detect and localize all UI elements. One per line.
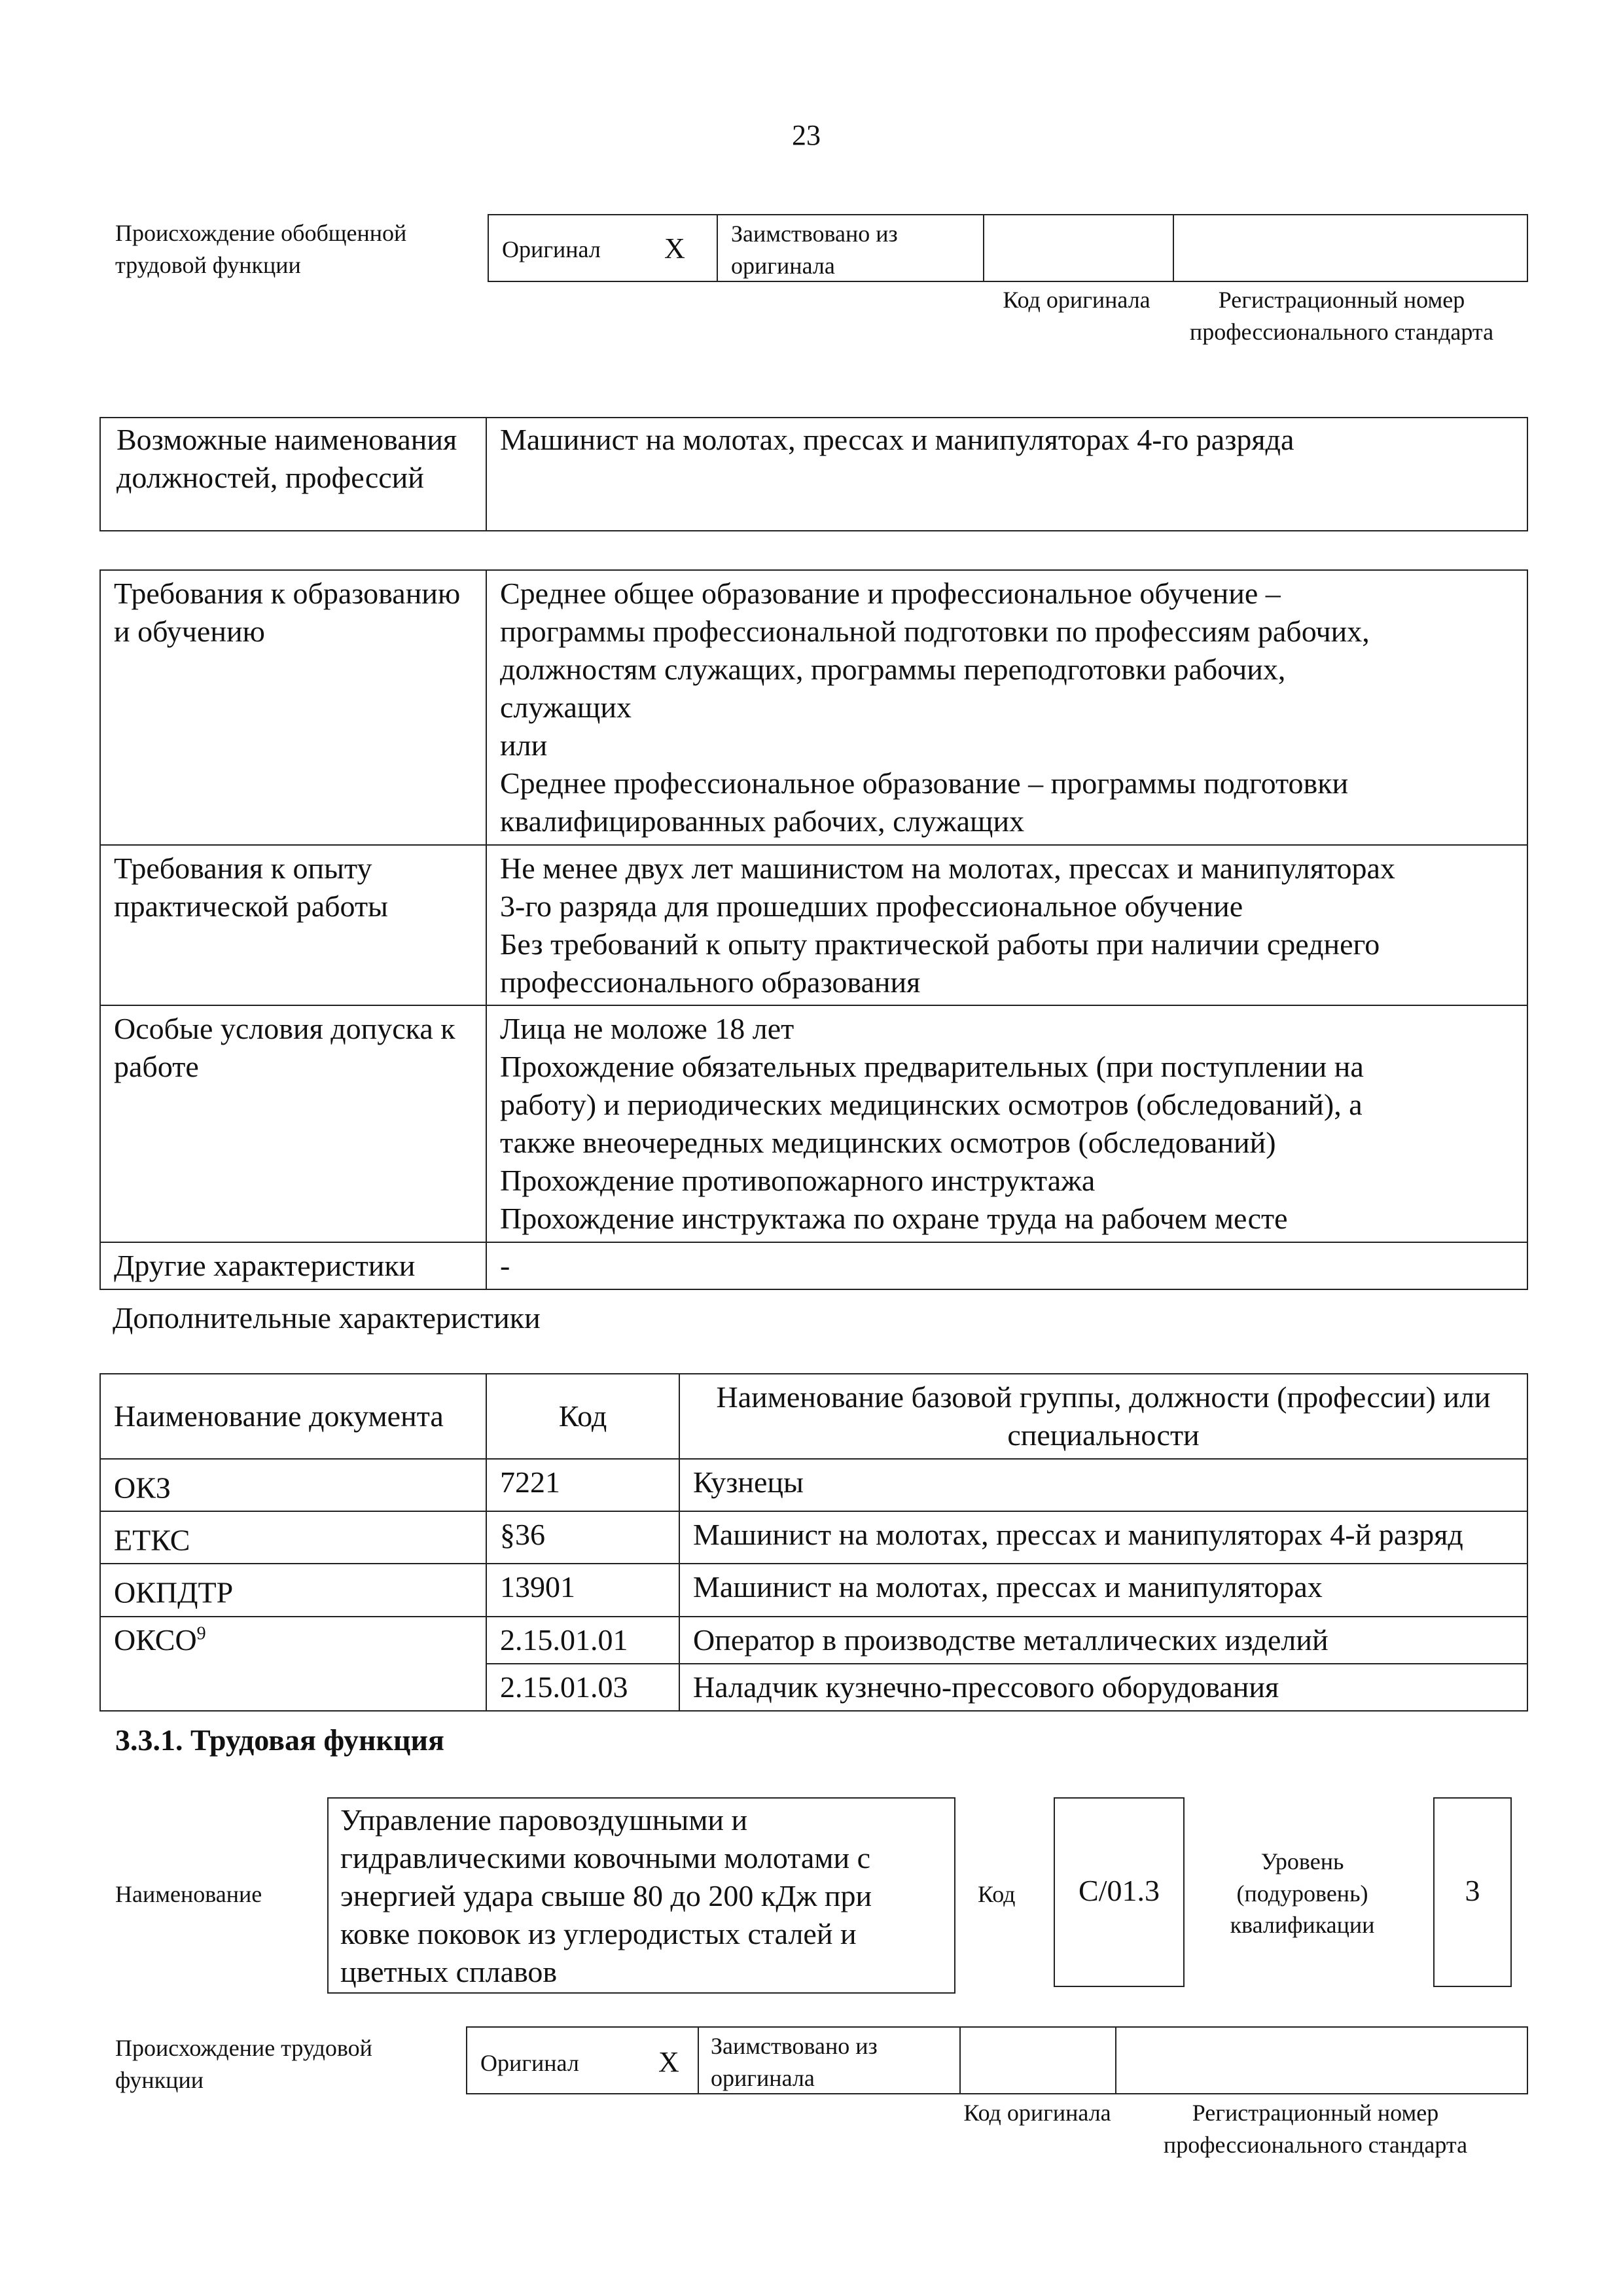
function-name-label: Наименование [115,1881,262,1907]
table-row [100,1564,1527,1616]
code-cell: 7221 [486,1459,679,1511]
req-label: Требования к образованию и обучению [100,570,486,845]
code-cell: 2.15.01.03 [486,1664,679,1711]
table-row [100,845,1527,1006]
name-cell: Наладчик кузнечно-прессового оборудования [679,1664,1527,1711]
code-original-label: Код оригинала [963,2100,1111,2126]
function-name-box: Управление паровоздушными и гидравлическими ковочными молотами с энергией удара свыше 80 до 200 кДж при ковке поковок из углеродистых сталей и цветных сплавов [327,1797,955,1994]
additional-title: Дополнительные характеристики [113,1301,541,1335]
borrowed-label: Заимствовано из оригинала [711,2033,878,2091]
table-row [100,1617,1527,1664]
table-header-row [100,1374,1527,1459]
header-code: Код [486,1374,679,1459]
doc-cell: ЕТКС [100,1511,486,1564]
name-cell: Машинист на молотах, прессах и манипуляторах [679,1564,1527,1616]
function-code-label: Код [978,1881,1016,1907]
original-label: Оригинал [502,236,601,262]
doc-cell [100,1664,486,1711]
reg-number-label: Регистрационный номер профессионального стандарта [1163,2100,1468,2158]
positions-table [99,417,1528,531]
name-cell: Кузнецы [679,1459,1527,1511]
origin-generalized-box [488,214,1528,282]
table-row [100,1459,1527,1511]
origin-generalized-label: Происхождение обобщенной трудовой функции [115,220,407,278]
header-doc: Наименование документа [100,1374,486,1459]
function-heading: 3.3.1. Трудовая функция [115,1723,444,1757]
req-label: Требования к опыту практической работы [100,845,486,1006]
additional-table [99,1373,1528,1712]
req-value: Среднее общее образование и профессиональное обучение – программы профессиональной подготовки по профессиям рабочих, должностям служащих, программы переподготовки рабочих, служащих или Среднее профессиональное образование – программы подготовки квалифицированных рабочих, служащих [486,570,1527,845]
req-value: Не менее двух лет машинистом на молотах, прессах и манипуляторах 3-го разряда для прошедших профессиональное обучение Без требований к опыту практической работы при наличии среднего профессионального образования [486,845,1527,1006]
table-row [100,1511,1527,1564]
code-original-label: Код оригинала [1003,287,1150,313]
table-row [100,570,1527,845]
table-row [100,1005,1527,1242]
positions-label: Возможные наименования должностей, профессий [116,423,457,494]
origin-function-box [466,2026,1528,2094]
positions-value: Машинист на молотах, прессах и манипуляторах 4-го разряда [500,423,1294,456]
original-mark: X [664,232,685,264]
requirements-table [99,569,1528,1290]
borrowed-label: Заимствовано из оригинала [731,221,898,279]
origin-function-label: Происхождение трудовой функции [115,2035,372,2093]
table-row [100,1664,1527,1711]
function-code-value: C/01.3 [1054,1797,1185,1987]
req-value: Лица не моложе 18 лет Прохождение обязательных предварительных (при поступлении на работу) и периодических медицинских осмотров (обследований), а также внеочередных медицинских осмотров (обследований) Прохождение противопожарного инструктажа Прохождение инструктажа по охране труда на рабочем месте [486,1005,1527,1242]
name-cell: Оператор в производстве металлических изделий [679,1617,1527,1664]
doc-cell: ОКПДТР [100,1564,486,1616]
reg-number-label: Регистрационный номер профессионального стандарта [1189,287,1494,345]
original-label: Оригинал [480,2050,579,2076]
level-label: Уровень (подуровень) квалификации [1230,1848,1375,1939]
code-cell: 13901 [486,1564,679,1616]
code-cell: §36 [486,1511,679,1564]
table-row [100,1242,1527,1289]
level-value: 3 [1433,1797,1512,1987]
original-mark: X [658,2046,679,2078]
req-label: Другие характеристики [100,1242,486,1289]
req-label: Особые условия допуска к работе [100,1005,486,1242]
code-cell: 2.15.01.01 [486,1617,679,1664]
page-number: 23 [792,119,821,151]
header-name: Наименование базовой группы, должности (профессии) или специальности [679,1374,1527,1459]
doc-cell: ОКСО$^9$ [100,1617,486,1664]
name-cell: Машинист на молотах, прессах и манипуляторах 4-й разряд [679,1511,1527,1564]
doc-cell: ОКЗ [100,1459,486,1511]
req-value: - [486,1242,1527,1289]
